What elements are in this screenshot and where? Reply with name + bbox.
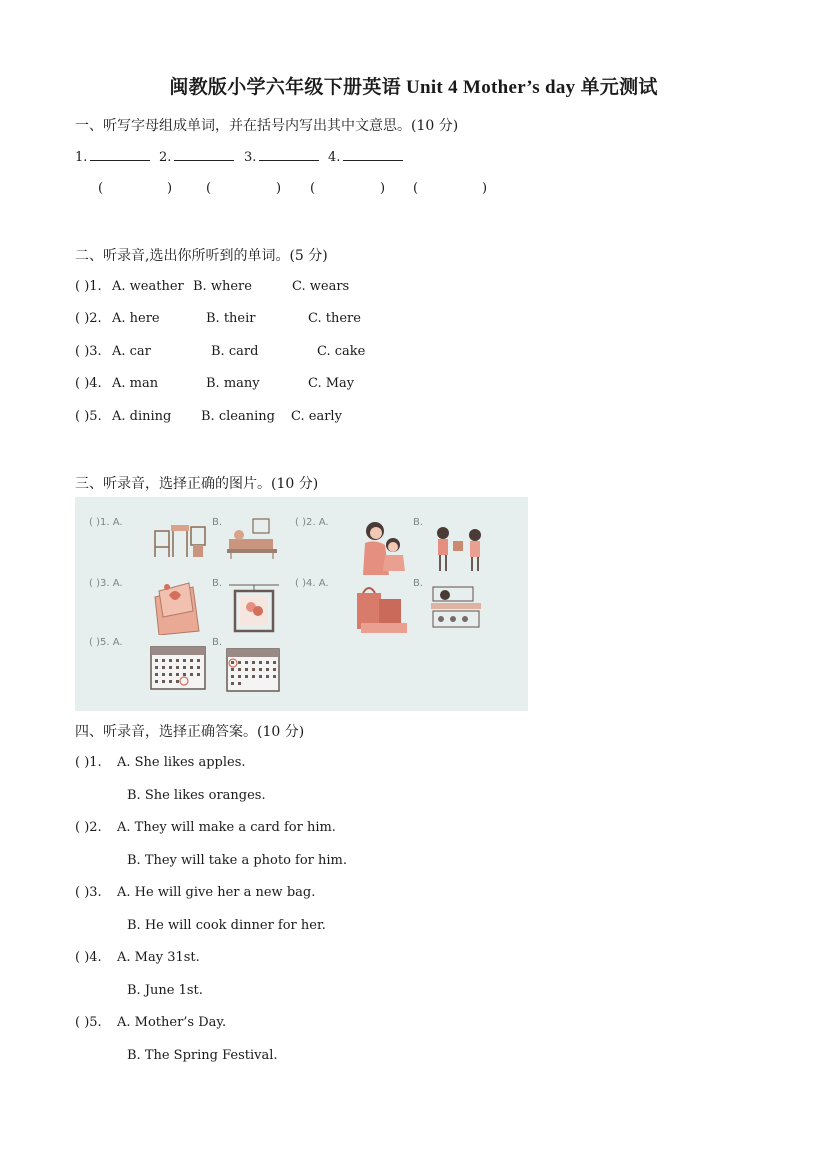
paren-open: ( [413, 181, 419, 196]
picture-question-label: ( )2. A. [295, 517, 329, 528]
picture-question-label: ( )5. A. [89, 637, 123, 648]
question-number[interactable]: ( )1. [75, 755, 102, 770]
option-a: A. weather [112, 279, 184, 294]
option-b: B. He will cook dinner for her. [127, 918, 326, 933]
blank-item-2[interactable] [159, 148, 234, 165]
option-b: B. She likes oranges. [127, 788, 266, 803]
section-heading-4: 四、听录音，选择正确答案。(10 分) [75, 724, 305, 740]
greeting-card-picture[interactable] [151, 577, 211, 635]
kitchen-cooking-picture[interactable] [427, 583, 485, 635]
page-title: 闽教版小学六年级下册英语 Unit 4 Mother’s day 单元测试 [169, 77, 658, 98]
option-b: B. card [211, 344, 259, 359]
option-a: A. man [112, 376, 159, 391]
picture-option-label: B. [413, 517, 424, 528]
paren-close: ) [380, 181, 386, 196]
option-b: B. cleaning [201, 409, 275, 424]
paren-close: ) [482, 181, 488, 196]
calendar-a-picture[interactable] [149, 643, 209, 693]
option-b: B. The Spring Festival. [127, 1048, 278, 1063]
blank-number: 3. [244, 150, 257, 165]
picture-option-label: B. [212, 517, 223, 528]
picture-option-label: B. [212, 578, 223, 589]
blank-item-3[interactable] [244, 148, 319, 165]
option-c: C. wears [292, 279, 350, 294]
answer-blank[interactable] [343, 148, 403, 161]
calendar-b-picture[interactable] [225, 647, 283, 693]
option-b: B. They will take a photo for him. [127, 853, 348, 868]
question-number[interactable]: ( )3. [75, 885, 102, 900]
answer-blank[interactable] [259, 148, 319, 161]
option-a: A. May 31st. [117, 950, 200, 965]
section-heading-3: 三、听录音，选择正确的图片。(10 分) [75, 476, 319, 492]
photo-frame-picture[interactable] [227, 581, 283, 635]
answer-blank[interactable] [174, 148, 234, 161]
option-a: A. They will make a card for him. [117, 820, 336, 835]
paren-close: ) [167, 181, 173, 196]
option-a: A. She likes apples. [117, 755, 246, 770]
section-heading-1: 一、听写字母组成单词，并在括号内写出其中文意思。(10 分) [75, 118, 459, 134]
bags-picture[interactable] [353, 583, 413, 635]
option-c: C. cake [317, 344, 366, 359]
option-a: A. dining [112, 409, 172, 424]
option-c: C. early [291, 409, 342, 424]
question-number[interactable]: ( )5. [75, 409, 102, 424]
option-b: B. their [206, 311, 256, 326]
option-c: C. there [308, 311, 361, 326]
question-number[interactable]: ( )2. [75, 820, 102, 835]
option-b: B. many [206, 376, 260, 391]
blank-number: 1. [75, 150, 88, 165]
paren-open: ( [98, 181, 104, 196]
living-room-picture[interactable] [223, 515, 281, 559]
option-a: A. Mother’s Day. [117, 1015, 227, 1030]
blank-number: 4. [328, 150, 341, 165]
option-a: A. car [112, 344, 151, 359]
paren-open: ( [206, 181, 212, 196]
option-b: B. June 1st. [127, 983, 203, 998]
blank-item-4[interactable] [328, 148, 403, 165]
option-a: A. here [112, 311, 160, 326]
paren-open: ( [310, 181, 316, 196]
question-number[interactable]: ( )1. [75, 279, 102, 294]
option-b: B. where [193, 279, 252, 294]
picture-option-label: B. [413, 578, 424, 589]
picture-option-label: B. [212, 637, 223, 648]
question-number[interactable]: ( )5. [75, 1015, 102, 1030]
kitchen-chairs-picture[interactable] [151, 517, 211, 559]
question-number[interactable]: ( )4. [75, 376, 102, 391]
paren-close: ) [276, 181, 282, 196]
question-number[interactable]: ( )4. [75, 950, 102, 965]
blank-item-1[interactable] [75, 148, 150, 165]
girls-gift-picture[interactable] [431, 523, 487, 575]
mother-daughter-picture[interactable] [359, 519, 411, 575]
answer-blank[interactable] [90, 148, 150, 161]
question-number[interactable]: ( )3. [75, 344, 102, 359]
blank-number: 2. [159, 150, 172, 165]
option-a: A. He will give her a new bag. [117, 885, 316, 900]
question-number[interactable]: ( )2. [75, 311, 102, 326]
picture-choice-panel [75, 497, 528, 711]
picture-question-label: ( )3. A. [89, 578, 123, 589]
picture-question-label: ( )1. A. [89, 517, 123, 528]
option-c: C. May [308, 376, 355, 391]
picture-question-label: ( )4. A. [295, 578, 329, 589]
section-heading-2: 二、听录音,选出你所听到的单词。(5 分) [75, 248, 328, 264]
